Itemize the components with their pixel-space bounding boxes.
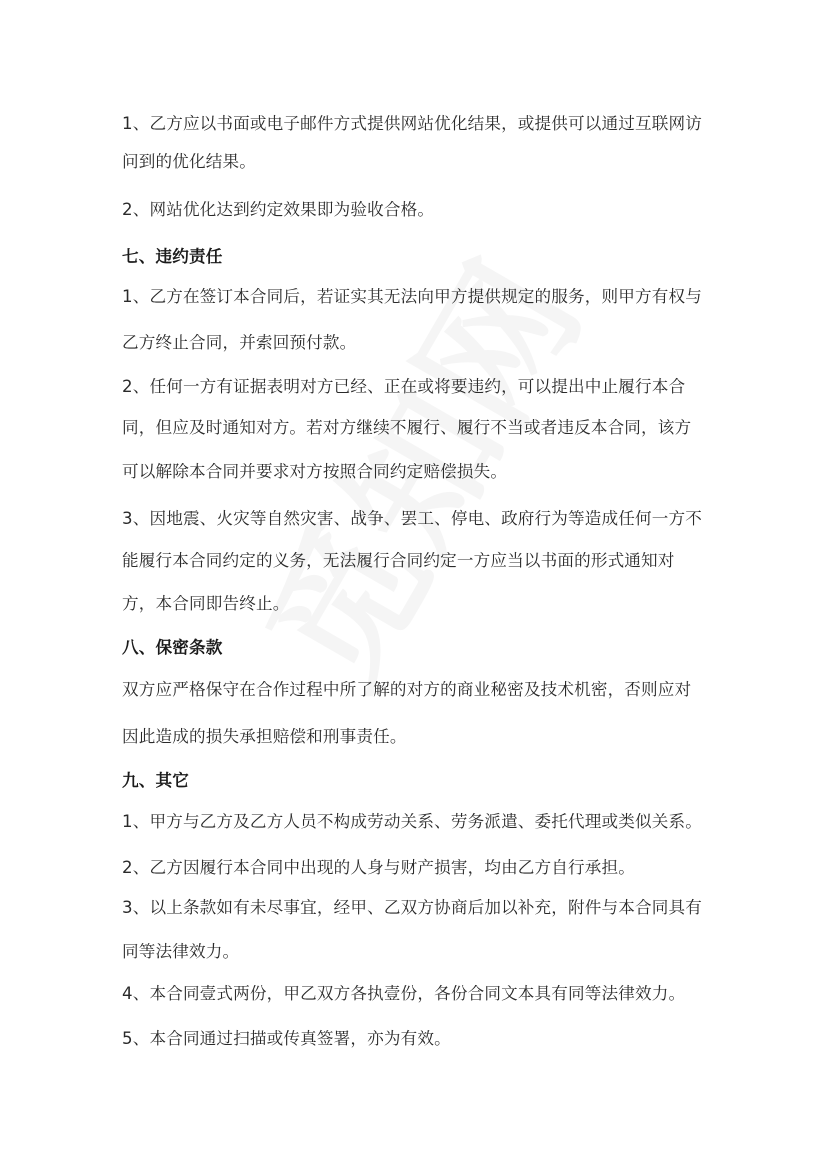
- section-heading: 八、保密条款: [122, 638, 223, 657]
- paragraph-line: 能履行本合同约定的义务，无法履行合同约定一方应当以书面的形式通知对: [122, 551, 675, 570]
- paragraph-line: 乙方终止合同，并索回预付款。: [122, 333, 357, 352]
- paragraph-line: 5、本合同通过扫描或传真签署，亦为有效。: [122, 1029, 451, 1048]
- paragraph-line: 2、网站优化达到约定效果即为验收合格。: [122, 200, 435, 219]
- paragraph-line: 2、任何一方有证据表明对方已经、正在或将要违约，可以提出中止履行本合: [122, 377, 686, 396]
- paragraph-line: 同等法律效力。: [122, 942, 240, 961]
- section-heading: 七、违约责任: [122, 247, 223, 266]
- paragraph-line: 因此造成的损失承担赔偿和刑事责任。: [122, 727, 407, 746]
- paragraph-line: 3、因地震、火灾等自然灾害、战争、罢工、停电、政府行为等造成任何一方不: [122, 509, 702, 528]
- paragraph-line: 问到的优化结果。: [122, 152, 256, 171]
- paragraph-line: 4、本合同壹式两份，甲乙双方各执壹份，各份合同文本具有同等法律效力。: [122, 984, 686, 1003]
- paragraph-line: 双方应严格保守在合作过程中所了解的对方的商业秘密及技术机密，否则应对: [122, 680, 692, 699]
- paragraph-line: 1、乙方在签订本合同后，若证实其无法向甲方提供规定的服务，则甲方有权与: [122, 287, 702, 306]
- paragraph-line: 1、甲方与乙方及乙方人员不构成劳动关系、劳务派遣、委托代理或类似关系。: [122, 812, 702, 831]
- paragraph-line: 1、乙方应以书面或电子邮件方式提供网站优化结果，或提供可以通过互联网访: [122, 114, 702, 133]
- paragraph-line: 可以解除本合同并要求对方按照合同约定赔偿损失。: [122, 462, 508, 481]
- paragraph-line: 同，但应及时通知对方。若对方继续不履行、履行不当或者违反本合同，该方: [122, 418, 692, 437]
- paragraph-line: 3、以上条款如有未尽事宜，经甲、乙双方协商后加以补充，附件与本合同具有: [122, 898, 702, 917]
- paragraph-line: 2、乙方因履行本合同中出现的人身与财产损害，均由乙方自行承担。: [122, 858, 636, 877]
- section-heading: 九、其它: [122, 771, 189, 790]
- paragraph-line: 方，本合同即告终止。: [122, 594, 290, 613]
